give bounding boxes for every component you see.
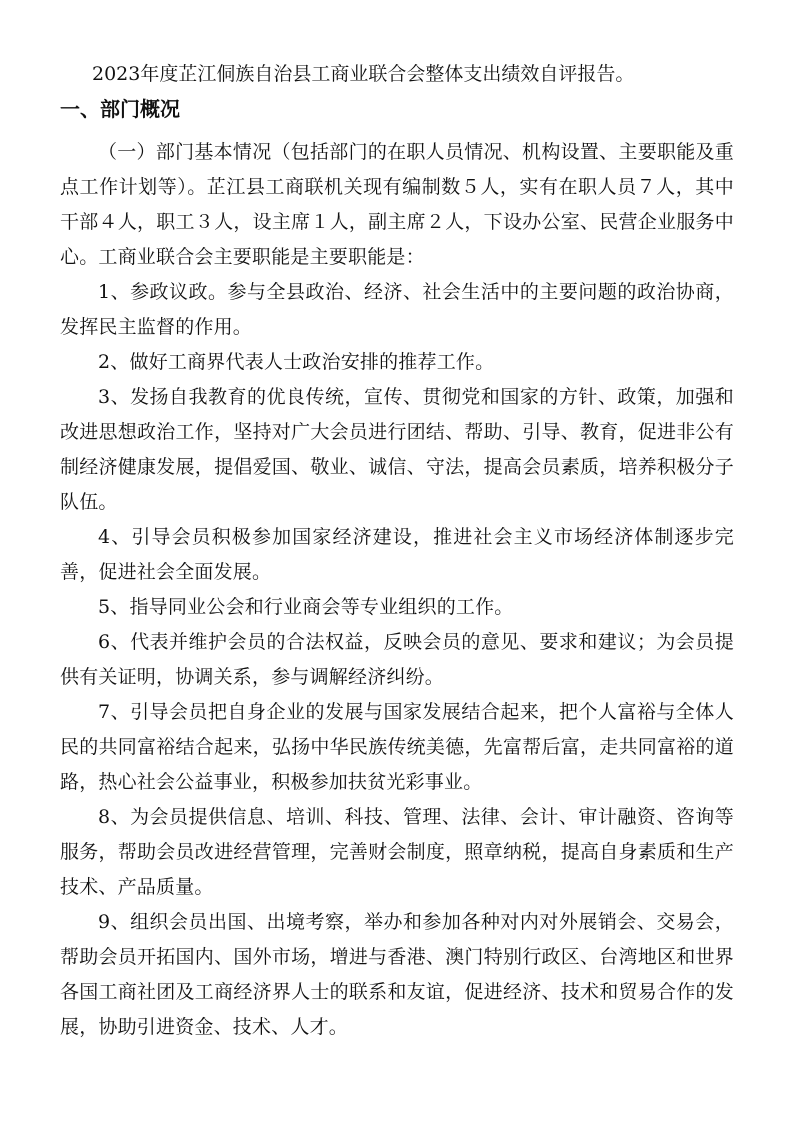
paragraph-duty-1: 1、参政议政。参与全县政治、经济、社会生活中的主要问题的政治协商，发挥民主监督的作用。 [60, 281, 734, 338]
paragraph-duty-7: 7、引导会员把自身企业的发展与国家发展结合起来，把个人富裕与全体人民的共同富裕结合起来，弘扬中华民族传统美德，先富帮后富，走共同富裕的道路，热心社会公益事业，积极参加扶贫光彩事业。 [60, 701, 734, 793]
paragraph-duty-4: 4、引导会员积极参加国家经济建设，推进社会主义市场经济体制逐步完善，促进社会全面发展。 [60, 526, 734, 583]
document-title: 2023年度芷江侗族自治县工商业联合会整体支出绩效自评报告。 [92, 63, 635, 85]
document-body [60, 135, 734, 1045]
paragraph-duty-5: 5、指导同业公会和行业商会等专业组织的工作。 [98, 596, 514, 618]
paragraph-duty-6: 6、代表并维护会员的合法权益，反映会员的意见、要求和建议；为会员提供有关证明，协调关系，参与调解经济纠纷。 [60, 631, 734, 688]
paragraph-duty-2: 2、做好工商界代表人士政治安排的推荐工作。 [98, 351, 495, 373]
paragraph-duty-9: 9、组织会员出国、出境考察，举办和参加各种对内对外展销会、交易会，帮助会员开拓国内、国外市场，增进与香港、澳门特别行政区、台湾地区和世界各国工商社团及工商经济界人士的联系和友谊，促进经济、技术和贸易合作的发展，协助引进资金、技术、人才。 [60, 911, 734, 1038]
paragraph-duty-8: 8、为会员提供信息、培训、科技、管理、法律、会计、审计融资、咨询等服务，帮助会员改进经营管理，完善财会制度，照章纳税，提高自身素质和生产技术、产品质量。 [60, 806, 734, 898]
section-heading: 一、部门概况 [60, 97, 180, 121]
paragraph-duty-3: 3、发扬自我教育的优良传统，宣传、贯彻党和国家的方针、政策，加强和改进思想政治工作，坚持对广大会员进行团结、帮助、引导、教育，促进非公有制经济健康发展，提倡爱国、敬业、诚信、守法，提高会员素质，培养积极分子队伍。 [60, 386, 734, 513]
paragraph-basic-info: （一）部门基本情况（包括部门的在职人员情况、机构设置、主要职能及重点工作计划等）。芷江县工商联机关现有编制数５人，实有在职人员７人，其中干部４人，职工３人，设主席１人，副主席２人，下设办公室、民营企业服务中心。工商业联合会主要职能是主要职能是： [60, 141, 734, 268]
